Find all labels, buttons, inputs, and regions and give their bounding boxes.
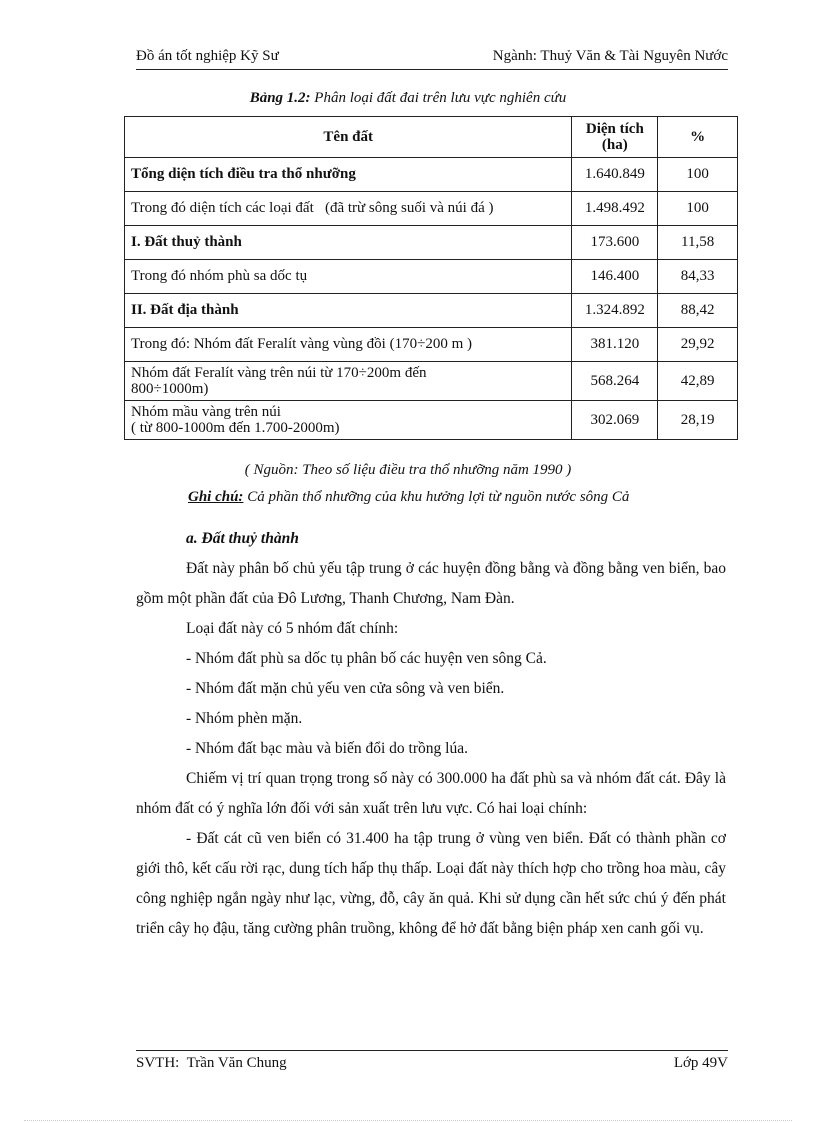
row-area: 1.324.892 <box>572 294 658 328</box>
row-pct: 42,89 <box>658 362 738 401</box>
remark <box>188 489 629 506</box>
row-area: 302.069 <box>572 401 658 440</box>
paragraph: - Đất cát cũ ven biển có 31.400 ha tập trung ở vùng ven biển. Đất có thành phần cơ giới thô, kết cấu rời rạc, dung tích hấp thụ thấp. Loại đất này thích hợp cho trồng hoa màu, cây công nghiệp ngắn ngày như lạc, vừng, đỗ, cây ăn quả. Khi sử dụng cần hết sức chú ý đến phát triển cây họ đậu, tăng cường phân truồng, không để hở đất bằng biện pháp xen canh gối vụ. <box>136 830 726 937</box>
row-area: 381.120 <box>572 328 658 362</box>
list-item: - Nhóm đất phù sa dốc tụ phân bố các huyện ven sông Cả. <box>186 650 547 667</box>
row-name: Trong đó diện tích các loại đất (đã trừ sông suối và núi đá ) <box>125 192 572 226</box>
row-name: Trong đó nhóm phù sa dốc tụ <box>125 260 572 294</box>
row-area: 1.640.849 <box>572 158 658 192</box>
paragraph: Đất này phân bố chủ yếu tập trung ở các huyện đồng bằng và đồng bằng ven biển, bao gồm một phần đất của Đô Lương, Thanh Chương, Nam Đàn. <box>136 560 726 607</box>
header-left: Đồ án tốt nghiệp Kỹ Sư <box>136 48 279 64</box>
row-name-text: Nhóm đất Feralít vàng trên núi từ 170÷200m đến 800÷1000m) <box>131 365 427 397</box>
row-area: 173.600 <box>572 226 658 260</box>
list-item: - Nhóm đất mặn chủ yếu ven cửa sông và ven biển. <box>186 680 505 697</box>
row-area: 568.264 <box>572 362 658 401</box>
header-right: Ngành: Thuỷ Văn & Tài Nguyên Nước <box>492 48 728 64</box>
list-item: - Nhóm đất bạc màu và biến đổi do trồng lúa. <box>186 740 468 757</box>
header-name: Tên đất <box>125 117 572 158</box>
remark-text: Cả phần thổ nhưỡng của khu hưởng lợi từ nguồn nước sông Cả <box>243 489 630 505</box>
table-header-row <box>125 117 738 158</box>
section-heading: a. Đất thuỷ thành <box>186 530 299 547</box>
table-caption <box>0 90 816 107</box>
row-pct: 100 <box>658 192 738 226</box>
paragraph: Chiếm vị trí quan trọng trong số này có 300.000 ha đất phù sa và nhóm đất cát. Đây là nhóm đất có ý nghĩa lớn đối với sản xuất trên lưu vực. Có hai loại chính: <box>136 770 726 817</box>
table-row <box>125 294 738 328</box>
row-area: 146.400 <box>572 260 658 294</box>
list-item: - Nhóm phèn mặn. <box>186 710 303 727</box>
table-row <box>125 192 738 226</box>
row-pct: 84,33 <box>658 260 738 294</box>
row-name: Tổng diện tích điều tra thổ nhưỡng <box>125 158 572 192</box>
row-name: Trong đó: Nhóm đất Feralít vàng vùng đồi (170÷200 m ) <box>125 328 572 362</box>
row-name: Nhóm mầu vàng trên núi ( từ 800-1000m đến 1.700-2000m) <box>125 401 572 440</box>
row-pct: 29,92 <box>658 328 738 362</box>
table-row <box>125 260 738 294</box>
row-name <box>125 362 572 401</box>
page-footer <box>136 1050 728 1072</box>
row-pct: 28,19 <box>658 401 738 440</box>
paragraph: Loại đất này có 5 nhóm đất chính: <box>186 620 399 637</box>
footer-right: Lớp 49V <box>673 1055 728 1071</box>
row-pct: 100 <box>658 158 738 192</box>
header-pct: % <box>658 117 738 158</box>
page-header <box>136 48 728 70</box>
row-name: II. Đất địa thành <box>125 294 572 328</box>
caption-label: Bảng 1.2: <box>249 90 311 106</box>
soil-classification-table <box>124 116 738 440</box>
source-note: ( Nguồn: Theo số liệu điều tra thổ nhưỡng năm 1990 ) <box>244 462 572 478</box>
table-row <box>125 158 738 192</box>
row-area: 1.498.492 <box>572 192 658 226</box>
remark-label: Ghi chú: <box>188 489 244 505</box>
table-row <box>125 362 738 401</box>
row-name: I. Đất thuỷ thành <box>125 226 572 260</box>
table-row <box>125 226 738 260</box>
table-row <box>125 401 738 440</box>
header-area <box>572 117 658 158</box>
row-pct: 11,58 <box>658 226 738 260</box>
footer-left: SVTH: Trần Văn Chung <box>136 1055 287 1071</box>
header-area-text: Diện tích (ha) <box>585 121 644 153</box>
caption-text: Phân loại đất đai trên lưu vực nghiên cứu <box>310 90 567 106</box>
page-edge-divider <box>24 1120 792 1121</box>
row-pct: 88,42 <box>658 294 738 328</box>
table-row <box>125 328 738 362</box>
body-section <box>136 524 726 944</box>
